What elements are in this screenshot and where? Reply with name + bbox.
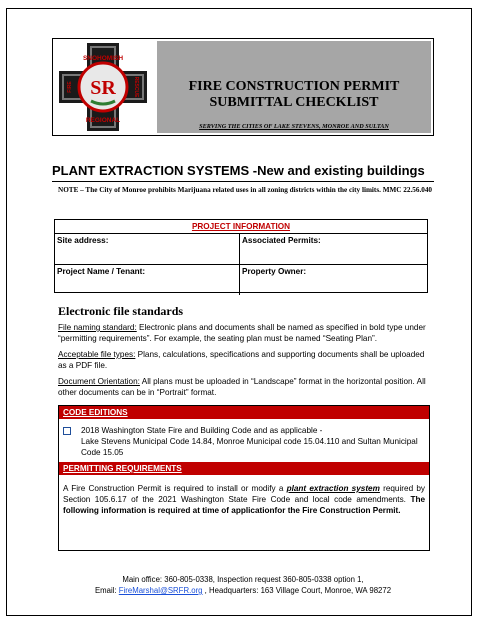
orientation-paragraph [58,376,430,398]
logo-text-bottom: REGIONAL [85,117,121,124]
footer [52,574,434,596]
orientation-label: Document Orientation: [58,377,140,386]
file-naming-paragraph [58,322,430,344]
plant-extraction-emphasis: plant extraction system [286,484,380,493]
footer-email-line [52,585,434,596]
email-link[interactable]: FireMarshal@SRFR.org [118,586,203,595]
file-standards-heading: Electronic file standards [58,304,184,318]
logo-text-right: RESCUE [133,76,139,98]
checkbox-icon[interactable] [63,427,71,435]
main-title: PLANT EXTRACTION SYSTEMS -New and existing buildings [52,163,425,178]
logo-monogram: SR [90,77,116,99]
file-types-paragraph [58,349,430,371]
permitting-requirements-text [59,475,429,516]
permit-text-part: A Fire Construction Permit is required to install or modify a [63,484,287,493]
permit-text-part: required by Section 105.6.17 of the 2021 Washington State Fire Code and local code amendments. [63,484,425,504]
code-edition-line2: Lake Stevens Municipal Code 14.84, Monroe Municipal code 15.04.110 and Sultan Municipal Code 15.05 [81,437,418,457]
file-naming-label: File naming standard: [58,323,137,332]
code-edition-item [59,419,429,462]
site-address-label: Site address: [57,236,109,245]
orientation-text: All plans must be uploaded in “Landscape” format in the horizontal position. All other documents can be in “Portrait” format. [58,377,426,397]
requirements-box [58,405,430,551]
file-types-label: Acceptable file types: [58,350,136,359]
title-panel [157,41,431,133]
property-owner-label: Property Owner: [242,267,307,276]
project-information-heading: PROJECT INFORMATION [55,220,427,234]
title-divider [52,181,434,182]
permit-required-info: The following information is required at time of applicationfor the Fire Construction Permit. [63,495,425,515]
project-name-label: Project Name / Tenant: [57,267,146,276]
project-row-2 [55,265,427,295]
project-row-1 [55,234,427,265]
footer-contact-line: Main office: 360-805-0338, Inspection request 360-805-0338 option 1, [122,575,364,584]
document-title-line1: FIRE CONSTRUCTION PERMIT [188,79,400,94]
logo-text-top: SNOHOMISH [82,55,124,62]
email-label: Email: [94,586,119,595]
serving-cities-text: SERVING THE CITIES OF LAKE STEVENS, MONROE AND SULTAN [199,123,389,130]
file-types-text: Plans, calculations, specifications and supporting documents shall be uploaded as a PDF file. [58,350,425,370]
headquarters-text: , Headquarters: 163 Village Court, Monroe, WA 98272 [202,586,392,595]
fire-department-logo [57,41,149,133]
code-editions-heading: CODE EDITIONS [59,406,429,419]
file-naming-text: Electronic plans and documents shall be named as specified in bold type under “permitting requirements”. For example, the seating plan must be named “Seating Plan”. [58,323,426,343]
code-edition-line1: 2018 Washington State Fire and Building Code and as applicable - [81,426,323,435]
logo-text-left: FIRE [67,81,73,93]
monroe-note: NOTE – The City of Monroe prohibits Marijuana related uses in all zoning districts within the city limits. MMC 22.56.040 [58,186,433,194]
permitting-requirements-heading: PERMITTING REQUIREMENTS [59,462,429,475]
document-header [52,38,434,136]
project-information-table [54,219,428,293]
associated-permits-label: Associated Permits: [242,236,321,245]
document-title-line2: SUBMITTAL CHECKLIST [209,95,379,110]
